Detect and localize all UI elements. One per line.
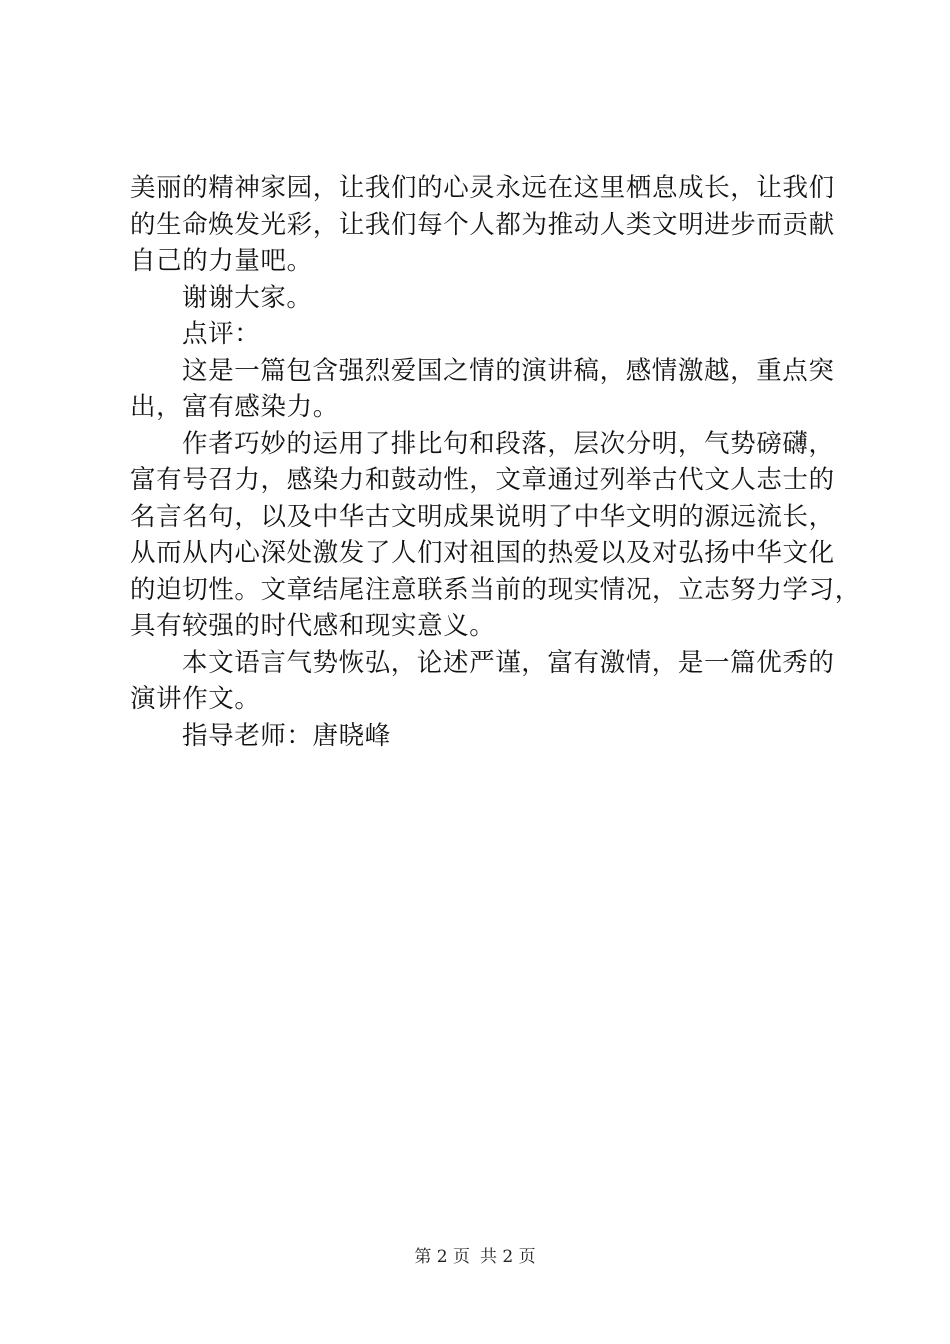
- text-line: 指导老师：唐晓峰: [182, 720, 391, 751]
- text-line: 本文语言气势恢弘，论述严谨，富有激情，是一篇优秀的: [182, 647, 835, 678]
- paragraph-review-heading: [130, 316, 842, 353]
- paragraph-closing: [130, 170, 842, 280]
- page-footer: [0, 1246, 950, 1268]
- text-line: 演讲作文。: [130, 684, 261, 714]
- text-line: 自己的力量吧。: [130, 246, 313, 276]
- page-total: 共 2 页: [480, 1247, 536, 1267]
- text-line: 富有号召力，感染力和鼓动性，文章通过列举古代文人志士的: [130, 465, 835, 495]
- document-body: [130, 170, 861, 754]
- paragraph-review-3: [130, 645, 842, 718]
- text-line: 的迫切性。文章结尾注意联系当前的现实情况，立志努力学习，: [130, 574, 861, 605]
- paragraph-teacher: [130, 718, 842, 755]
- text-line: 从而从内心深处激发了人们对祖国的热爱以及对弘扬中华文化: [130, 538, 835, 568]
- text-line: 出，富有感染力。: [130, 392, 339, 422]
- paragraph-review-2: [130, 426, 861, 645]
- text-line: 的生命焕发光彩，让我们每个人都为推动人类文明进步而贡献: [130, 209, 835, 240]
- paragraph-thanks: [130, 280, 842, 317]
- page-number: 第 2 页: [414, 1247, 470, 1267]
- text-line: 具有较强的时代感和现实意义。: [130, 611, 496, 641]
- text-line: 谢谢大家。: [182, 282, 313, 313]
- text-line: 作者巧妙的运用了排比句和段落，层次分明，气势磅礴，: [182, 428, 835, 459]
- text-line: 名言名句，以及中华古文明成果说明了中华文明的源远流长，: [130, 501, 835, 532]
- text-line: 这是一篇包含强烈爱国之情的演讲稿，感情激越，重点突: [182, 355, 835, 386]
- paragraph-review-1: [130, 353, 842, 426]
- text-line: 美丽的精神家园，让我们的心灵永远在这里栖息成长，让我们: [130, 173, 835, 203]
- text-line: 点评：: [182, 319, 261, 349]
